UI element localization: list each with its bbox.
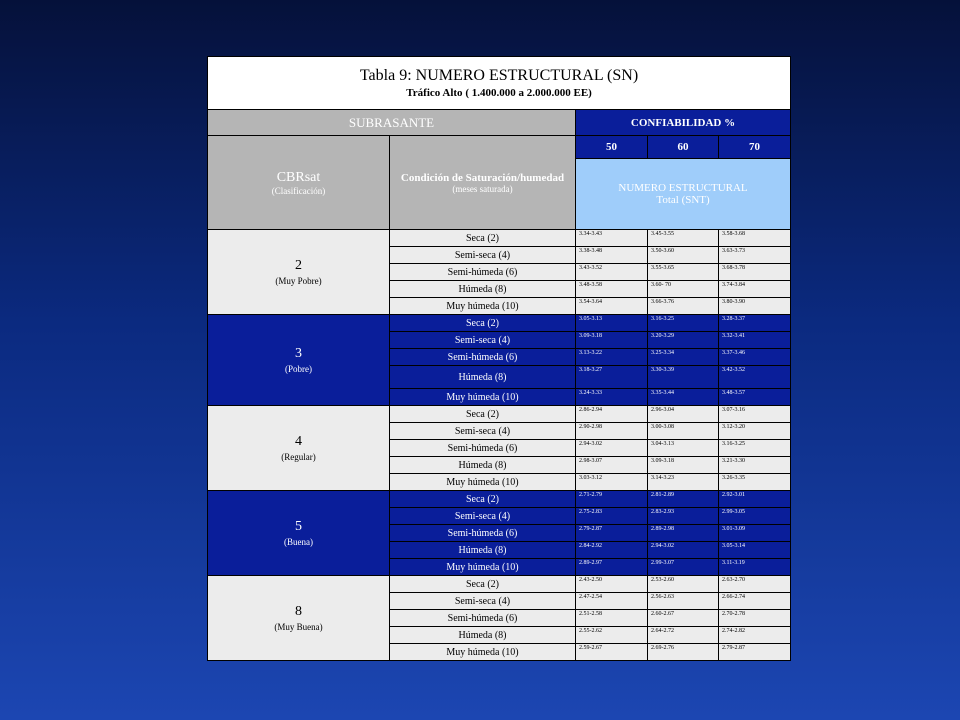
- table-row: [208, 491, 791, 508]
- structural-number-table: [207, 56, 791, 661]
- condition-cell: Semi-húmeda (6): [390, 440, 576, 457]
- sn-value-cell: 2.83-2.93: [648, 508, 719, 525]
- sn-value-cell: 3.05-3.13: [576, 315, 648, 332]
- condition-cell: Semi-húmeda (6): [390, 525, 576, 542]
- sn-value-cell: 2.70-2.78: [719, 610, 791, 627]
- sn-value-cell: 2.71-2.79: [576, 491, 648, 508]
- sn-value-cell: 3.09-3.18: [576, 332, 648, 349]
- sn-value-cell: 3.32-3.41: [719, 332, 791, 349]
- sn-value-cell: 2.75-2.83: [576, 508, 648, 525]
- sn-value-cell: 2.47-2.54: [576, 593, 648, 610]
- conf-level-label: 50: [606, 141, 617, 153]
- cbr-value: 4: [295, 434, 302, 449]
- sn-value-cell: 3.01-3.09: [719, 525, 791, 542]
- sn-value-cell: 2.86-2.94: [576, 406, 648, 423]
- sn-value-cell: 3.74-3.84: [719, 281, 791, 298]
- sn-value-cell: 3.54-3.64: [576, 298, 648, 315]
- condition-cell: Semi-seca (4): [390, 247, 576, 264]
- sn-value-cell: 3.05-3.14: [719, 542, 791, 559]
- cbr-class-label: (Buena): [284, 537, 313, 547]
- sn-value-cell: 3.18-3.27: [576, 366, 648, 389]
- sn-value-cell: 3.45-3.55: [648, 230, 719, 247]
- sn-value-cell: 3.21-3.30: [719, 457, 791, 474]
- table-row: [208, 230, 791, 247]
- condition-cell: Húmeda (8): [390, 457, 576, 474]
- sn-value-cell: 3.00-3.08: [648, 423, 719, 440]
- sn-value-cell: 3.26-3.35: [719, 474, 791, 491]
- sn-value-cell: 2.59-2.67: [576, 644, 648, 661]
- cbr-value: 5: [295, 519, 302, 534]
- sn-value-cell: 3.30-3.39: [648, 366, 719, 389]
- sn-value-cell: 3.58-3.68: [719, 230, 791, 247]
- sn-value-cell: 2.53-2.60: [648, 576, 719, 593]
- condition-cell: Semi-seca (4): [390, 423, 576, 440]
- sn-value-cell: 2.64-2.72: [648, 627, 719, 644]
- sn-value-cell: 3.42-3.52: [719, 366, 791, 389]
- sn-title: NUMERO ESTRUCTURAL: [618, 182, 748, 194]
- condition-cell: Muy húmeda (10): [390, 559, 576, 576]
- condition-header: [390, 136, 576, 230]
- sn-value-cell: 2.89-2.97: [576, 559, 648, 576]
- sn-value-cell: 2.56-2.63: [648, 593, 719, 610]
- condition-cell: Húmeda (8): [390, 366, 576, 389]
- sn-value-cell: 3.07-3.16: [719, 406, 791, 423]
- table-title-cell: [208, 57, 791, 110]
- condition-cell: Seca (2): [390, 406, 576, 423]
- sn-value-cell: 2.74-2.82: [719, 627, 791, 644]
- confiabilidad-label: CONFIABILIDAD %: [630, 116, 736, 129]
- sn-value-cell: 2.79-2.87: [719, 644, 791, 661]
- sn-value-cell: 2.79-2.87: [576, 525, 648, 542]
- cbr-class-label: (Regular): [281, 452, 316, 462]
- traffic-label: Tráfico Alto: [406, 87, 463, 99]
- sn-value-cell: 3.20-3.29: [648, 332, 719, 349]
- sn-value-cell: 2.55-2.62: [576, 627, 648, 644]
- condition-cell: Seca (2): [390, 576, 576, 593]
- sn-value-cell: 2.90-2.98: [576, 423, 648, 440]
- conf-level-50: [576, 136, 648, 159]
- conf-level-label: 70: [749, 141, 761, 153]
- sn-value-cell: 3.80-3.90: [719, 298, 791, 315]
- sn-value-cell: 2.96-3.04: [648, 406, 719, 423]
- sn-subtitle: Total (SNT): [656, 194, 710, 206]
- sn-value-cell: 3.12-3.20: [719, 423, 791, 440]
- condition-cell: Húmeda (8): [390, 281, 576, 298]
- sn-value-cell: 3.11-3.19: [719, 559, 791, 576]
- sn-value-cell: 3.34-3.43: [576, 230, 648, 247]
- table-row: [208, 576, 791, 593]
- sn-value-cell: 2.66-2.74: [719, 593, 791, 610]
- sn-value-cell: 2.60-2.67: [648, 610, 719, 627]
- condition-cell: Muy húmeda (10): [390, 474, 576, 491]
- sn-value-cell: 2.94-3.02: [576, 440, 648, 457]
- cbr-title: CBRsat: [276, 169, 321, 185]
- sn-value-cell: 3.48-3.58: [576, 281, 648, 298]
- sn-value-cell: 2.84-2.92: [576, 542, 648, 559]
- sn-value-cell: 3.13-3.22: [576, 349, 648, 366]
- sn-header: [576, 159, 791, 230]
- sn-value-cell: 2.69-2.76: [648, 644, 719, 661]
- sn-value-cell: 3.60- 70: [648, 281, 719, 298]
- traffic-range: ( 1.400.000 a 2.000.000 EE): [462, 87, 592, 99]
- cbr-value: 3: [295, 346, 302, 361]
- cbr-class-cell: [208, 406, 390, 491]
- table-subtitle: [208, 87, 790, 99]
- sn-value-cell: 2.98-3.07: [576, 457, 648, 474]
- sn-value-cell: 3.55-3.65: [648, 264, 719, 281]
- subrasante-label: SUBRASANTE: [348, 114, 435, 130]
- sn-value-cell: 2.94-3.02: [648, 542, 719, 559]
- condition-cell: Seca (2): [390, 491, 576, 508]
- sn-value-cell: 2.43-2.50: [576, 576, 648, 593]
- sn-value-cell: 2.51-2.58: [576, 610, 648, 627]
- conf-level-label: 60: [677, 141, 689, 153]
- sn-value-cell: 3.38-3.48: [576, 247, 648, 264]
- cbr-class-label: (Muy Buena): [274, 622, 323, 632]
- condition-cell: Muy húmeda (10): [390, 644, 576, 661]
- sn-value-cell: 3.09-3.18: [648, 457, 719, 474]
- cbr-class-cell: [208, 315, 390, 406]
- sn-value-cell: 3.28-3.37: [719, 315, 791, 332]
- subrasante-header: [208, 110, 576, 136]
- table-title: Tabla 9: NUMERO ESTRUCTURAL (SN): [359, 67, 639, 84]
- condition-cell: Seca (2): [390, 315, 576, 332]
- sn-value-cell: 2.99-3.07: [648, 559, 719, 576]
- sn-value-cell: 3.04-3.13: [648, 440, 719, 457]
- sn-value-cell: 3.43-3.52: [576, 264, 648, 281]
- condition-cell: Húmeda (8): [390, 542, 576, 559]
- cbr-class-label: (Pobre): [285, 364, 312, 374]
- sn-value-cell: 2.81-2.89: [648, 491, 719, 508]
- sn-value-cell: 2.63-2.70: [719, 576, 791, 593]
- condition-cell: Semi-húmeda (6): [390, 610, 576, 627]
- cbr-subtitle: (Clasificación): [271, 185, 326, 196]
- table-row: [208, 315, 791, 332]
- cbr-class-cell: [208, 230, 390, 315]
- cbr-class-cell: [208, 576, 390, 661]
- condition-cell: Semi-húmeda (6): [390, 264, 576, 281]
- condition-cell: Húmeda (8): [390, 627, 576, 644]
- conf-level-60: [648, 136, 719, 159]
- condition-cell: Muy húmeda (10): [390, 389, 576, 406]
- sn-value-cell: 2.92-3.01: [719, 491, 791, 508]
- sn-value-cell: 2.89-2.98: [648, 525, 719, 542]
- confiabilidad-header: [576, 110, 791, 136]
- condition-cell: Semi-húmeda (6): [390, 349, 576, 366]
- sn-value-cell: 3.25-3.34: [648, 349, 719, 366]
- condition-cell: Seca (2): [390, 230, 576, 247]
- sn-value-cell: 3.68-3.78: [719, 264, 791, 281]
- cbr-class-label: (Muy Pobre): [275, 276, 322, 286]
- cbr-value: 8: [295, 604, 302, 619]
- cbr-header: [208, 136, 390, 230]
- sn-value-cell: 3.63-3.73: [719, 247, 791, 264]
- sn-value-cell: 3.37-3.46: [719, 349, 791, 366]
- condition-cell: Muy húmeda (10): [390, 298, 576, 315]
- sn-value-cell: 3.35-3.44: [648, 389, 719, 406]
- condition-cell: Semi-seca (4): [390, 508, 576, 525]
- condition-cell: Semi-seca (4): [390, 593, 576, 610]
- condition-cell: Semi-seca (4): [390, 332, 576, 349]
- condition-title: Condición de Saturación/humedad: [400, 171, 565, 184]
- sn-value-cell: 3.14-3.23: [648, 474, 719, 491]
- conf-level-70: [719, 136, 791, 159]
- sn-value-cell: 3.66-3.76: [648, 298, 719, 315]
- sn-value-cell: 3.16-3.25: [648, 315, 719, 332]
- cbr-value: 2: [295, 258, 302, 273]
- sn-value-cell: 3.50-3.60: [648, 247, 719, 264]
- sn-value-cell: 3.16-3.25: [719, 440, 791, 457]
- table-row: [208, 406, 791, 423]
- condition-subtitle: (meses saturada): [452, 183, 513, 194]
- sn-value-cell: 3.24-3.33: [576, 389, 648, 406]
- sn-value-cell: 2.99-3.05: [719, 508, 791, 525]
- sn-value-cell: 3.48-3.57: [719, 389, 791, 406]
- sn-value-cell: 3.03-3.12: [576, 474, 648, 491]
- cbr-class-cell: [208, 491, 390, 576]
